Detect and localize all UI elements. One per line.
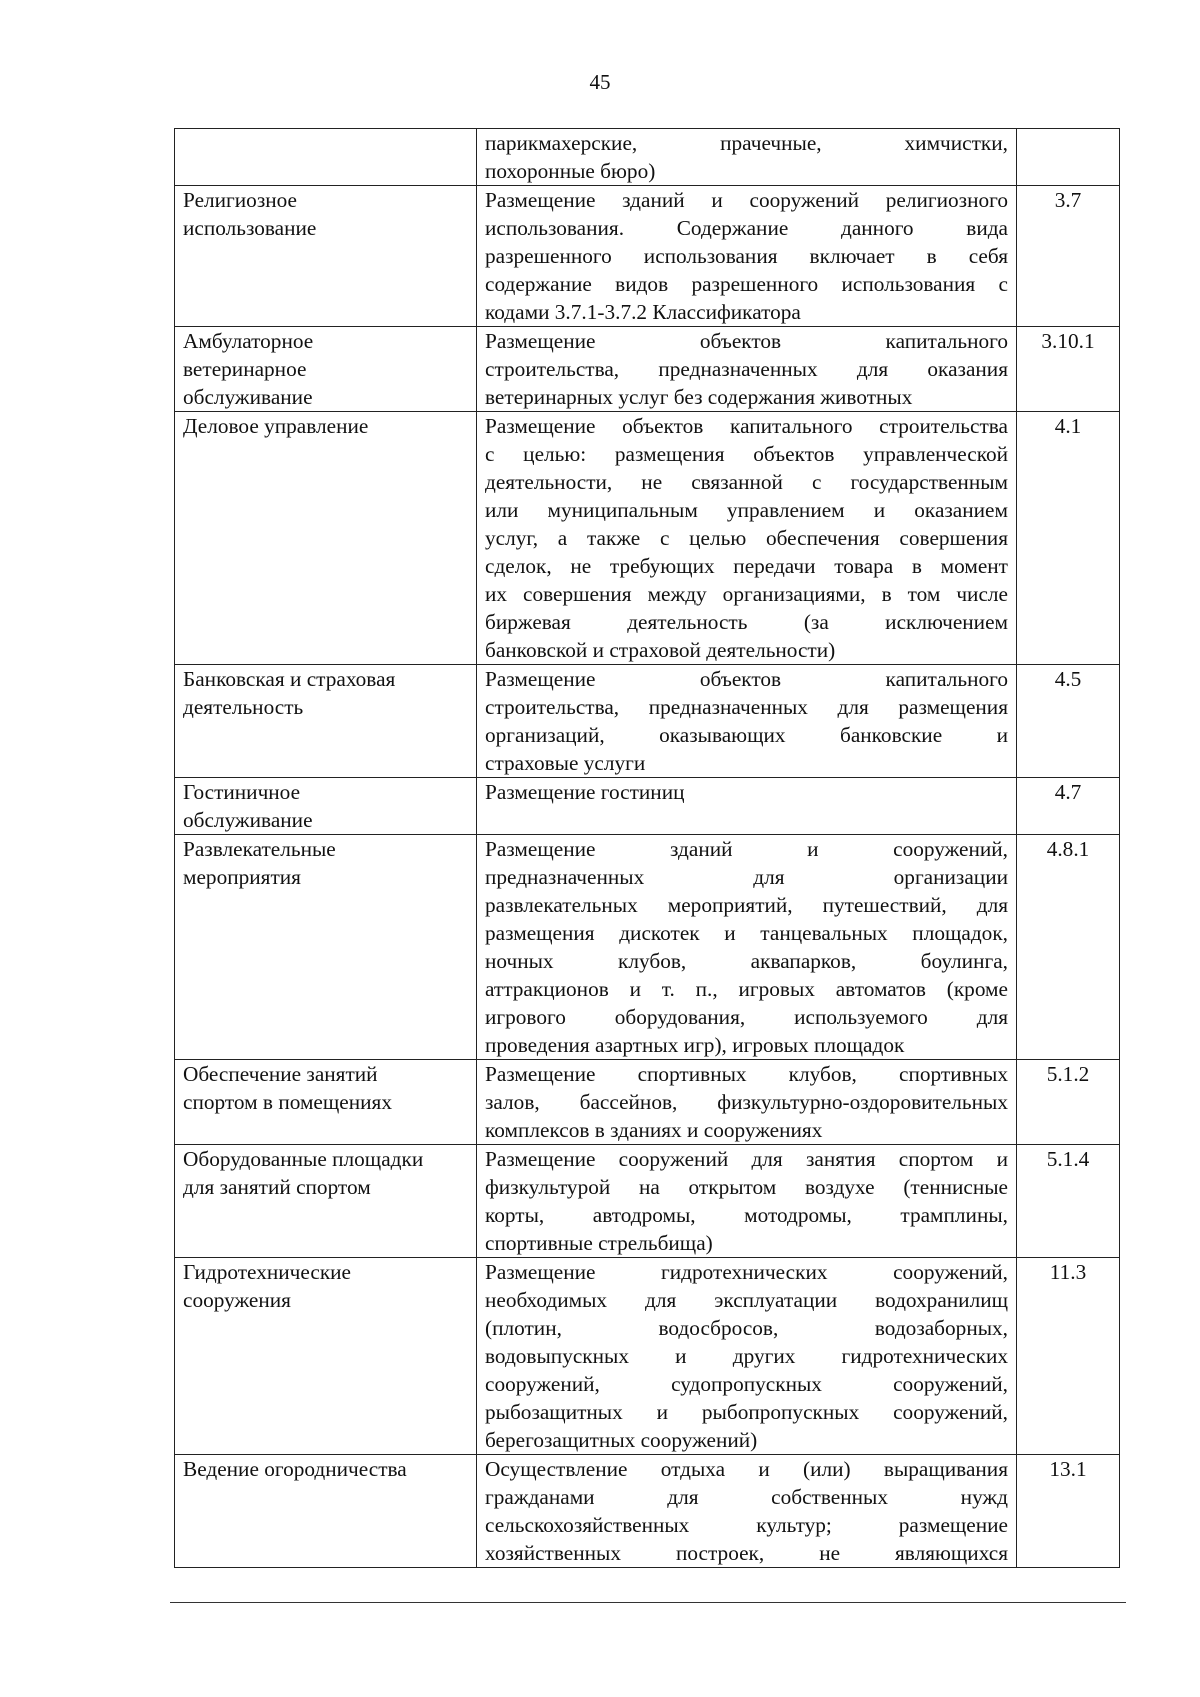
description-line: игрового оборудования, используемого для bbox=[485, 1005, 1008, 1029]
description-line: залов, бассейнов, физкультурно-оздоровительных bbox=[485, 1090, 1008, 1114]
land-use-code-cell bbox=[1017, 835, 1120, 1060]
land-use-name-cell bbox=[175, 1060, 477, 1145]
land-use-name-line: спортом в помещениях bbox=[183, 1090, 392, 1114]
land-use-name-cell bbox=[175, 1455, 477, 1568]
description-line: их совершения между организациями, в том числе bbox=[485, 582, 1008, 606]
land-use-name-line: Обеспечение занятий bbox=[183, 1062, 378, 1086]
description-line: банковской и страховой деятельности) bbox=[485, 638, 836, 662]
description-line: Размещение спортивных клубов, спортивных bbox=[485, 1062, 1008, 1086]
land-use-description-cell bbox=[477, 1455, 1017, 1568]
description-line: использования. Содержание данного вида bbox=[485, 216, 1008, 240]
description-line: содержание видов разрешенного использования с bbox=[485, 272, 1008, 296]
table-row bbox=[175, 1455, 1120, 1568]
description-line: (плотин, водосбросов, водозаборных, bbox=[485, 1316, 1008, 1340]
description-line: ветеринарных услуг без содержания животных bbox=[485, 385, 913, 409]
description-line: сооружений, судопропускных сооружений, bbox=[485, 1372, 1008, 1396]
table-row bbox=[175, 665, 1120, 778]
description-line: страховые услуги bbox=[485, 751, 646, 775]
land-use-description-cell bbox=[477, 1258, 1017, 1455]
land-use-name-line: Амбулаторное bbox=[183, 329, 314, 353]
land-use-code: 5.1.4 bbox=[1046, 1147, 1090, 1171]
land-use-code: 4.1 bbox=[1054, 414, 1082, 438]
land-use-name-line: Развлекательные bbox=[183, 837, 336, 861]
page-number: 45 bbox=[589, 70, 611, 94]
description-line: строительства, предназначенных для оказания bbox=[485, 357, 1008, 381]
land-use-description-cell bbox=[477, 665, 1017, 778]
land-use-name-cell bbox=[175, 327, 477, 412]
description-line: парикмахерские, прачечные, химчистки, bbox=[485, 131, 1008, 155]
land-use-name-line: мероприятия bbox=[183, 865, 301, 889]
land-use-code: 4.7 bbox=[1054, 780, 1082, 804]
table-row bbox=[175, 129, 1120, 186]
description-line: сельскохозяйственных культур; размещение bbox=[485, 1513, 1008, 1537]
land-use-code-cell bbox=[1017, 129, 1120, 186]
land-use-name-cell bbox=[175, 1258, 477, 1455]
land-use-name-cell bbox=[175, 412, 477, 665]
description-line: спортивные стрельбища) bbox=[485, 1231, 713, 1255]
land-use-code-cell bbox=[1017, 1060, 1120, 1145]
description-line: Размещение зданий и сооружений религиозного bbox=[485, 188, 1008, 212]
land-use-name-line: Гостиничное bbox=[183, 780, 301, 804]
land-use-code-cell bbox=[1017, 412, 1120, 665]
land-use-name-line: использование bbox=[183, 216, 317, 240]
land-use-name-line: деятельность bbox=[183, 695, 304, 719]
land-use-description-cell bbox=[477, 1145, 1017, 1258]
land-use-name-line: обслуживание bbox=[183, 808, 313, 832]
description-line: строительства, предназначенных для размещения bbox=[485, 695, 1008, 719]
description-line: с целью: размещения объектов управленческой bbox=[485, 442, 1008, 466]
table-row bbox=[175, 1258, 1120, 1455]
table-row bbox=[175, 1145, 1120, 1258]
land-use-code-cell bbox=[1017, 665, 1120, 778]
land-use-code: 3.7 bbox=[1054, 188, 1082, 212]
land-use-description-cell bbox=[477, 412, 1017, 665]
land-use-name-line: Деловое управление bbox=[183, 414, 369, 438]
description-line: аттракционов и т. п., игровых автоматов (кроме bbox=[485, 977, 1008, 1001]
description-line: сделок, не требующих передачи товара в момент bbox=[485, 554, 1008, 578]
land-use-description-cell bbox=[477, 835, 1017, 1060]
description-line: необходимых для эксплуатации водохранилищ bbox=[485, 1288, 1008, 1312]
land-use-description-cell bbox=[477, 778, 1017, 835]
land-use-name-line: обслуживание bbox=[183, 385, 313, 409]
description-line: Размещение объектов капитального bbox=[485, 667, 1008, 691]
land-use-code: 4.5 bbox=[1054, 667, 1082, 691]
land-use-code-cell bbox=[1017, 1455, 1120, 1568]
description-line: Размещение сооружений для занятия спортом и bbox=[485, 1147, 1008, 1171]
land-use-name-cell bbox=[175, 1145, 477, 1258]
description-line: Размещение объектов капитального bbox=[485, 329, 1008, 353]
land-use-name-line: для занятий спортом bbox=[183, 1175, 371, 1199]
description-line: комплексов в зданиях и сооружениях bbox=[485, 1118, 823, 1142]
description-line: похоронные бюро) bbox=[485, 159, 656, 183]
description-line: Размещение объектов капитального строительства bbox=[485, 414, 1008, 438]
description-line: Размещение гидротехнических сооружений, bbox=[485, 1260, 1008, 1284]
footer-rule bbox=[170, 1602, 1126, 1603]
land-use-table bbox=[174, 128, 1120, 1568]
table-body bbox=[175, 129, 1120, 1568]
land-use-code-cell bbox=[1017, 1258, 1120, 1455]
description-line: ночных клубов, аквапарков, боулинга, bbox=[485, 949, 1008, 973]
land-use-code: 3.10.1 bbox=[1041, 329, 1095, 353]
land-use-description-cell bbox=[477, 186, 1017, 327]
land-use-name-line: сооружения bbox=[183, 1288, 291, 1312]
description-line: хозяйственных построек, не являющихся bbox=[485, 1541, 1008, 1565]
description-line: деятельности, не связанной с государственным bbox=[485, 470, 1008, 494]
land-use-description-cell bbox=[477, 327, 1017, 412]
table-row bbox=[175, 412, 1120, 665]
land-use-name-cell bbox=[175, 186, 477, 327]
table-row bbox=[175, 1060, 1120, 1145]
description-line: Осуществление отдыха и (или) выращивания bbox=[485, 1457, 1008, 1481]
land-use-code-cell bbox=[1017, 1145, 1120, 1258]
land-use-name-line: Религиозное bbox=[183, 188, 297, 212]
description-line: развлекательных мероприятий, путешествий, для bbox=[485, 893, 1008, 917]
description-line: рыбозащитных и рыбопропускных сооружений, bbox=[485, 1400, 1008, 1424]
land-use-code: 11.3 bbox=[1049, 1260, 1087, 1284]
land-use-name-line: Ведение огородничества bbox=[183, 1457, 407, 1481]
description-line: гражданами для собственных нужд bbox=[485, 1485, 1008, 1509]
land-use-description-cell bbox=[477, 129, 1017, 186]
land-use-code-cell bbox=[1017, 778, 1120, 835]
description-line: проведения азартных игр), игровых площадок bbox=[485, 1033, 905, 1057]
land-use-code-cell bbox=[1017, 186, 1120, 327]
land-use-name-cell bbox=[175, 778, 477, 835]
description-line: Размещение гостиниц bbox=[485, 780, 685, 804]
description-line: размещения дискотек и танцевальных площадок, bbox=[485, 921, 1008, 945]
table-row bbox=[175, 186, 1120, 327]
land-use-name-cell bbox=[175, 665, 477, 778]
description-line: разрешенного использования включает в себя bbox=[485, 244, 1008, 268]
table-row bbox=[175, 327, 1120, 412]
description-line: водовыпускных и других гидротехнических bbox=[485, 1344, 1008, 1368]
land-use-name-line: ветеринарное bbox=[183, 357, 307, 381]
description-line: организаций, оказывающих банковские и bbox=[485, 723, 1008, 747]
description-line: кодами 3.7.1-3.7.2 Классификатора bbox=[485, 300, 801, 324]
land-use-code: 13.1 bbox=[1049, 1457, 1087, 1481]
land-use-name-line: Гидротехнические bbox=[183, 1260, 352, 1284]
description-line: берегозащитных сооружений) bbox=[485, 1428, 758, 1452]
land-use-code: 4.8.1 bbox=[1046, 837, 1090, 861]
description-line: корты, автодромы, мотодромы, трамплины, bbox=[485, 1203, 1008, 1227]
land-use-name-cell bbox=[175, 129, 477, 186]
description-line: биржевая деятельность (за исключением bbox=[485, 610, 1008, 634]
description-line: услуг, а также с целью обеспечения совершения bbox=[485, 526, 1008, 550]
land-use-code-cell bbox=[1017, 327, 1120, 412]
land-use-name-line: Банковская и страховая bbox=[183, 667, 396, 691]
land-use-description-cell bbox=[477, 1060, 1017, 1145]
description-line: физкультурой на открытом воздухе (теннисные bbox=[485, 1175, 1008, 1199]
description-line: Размещение зданий и сооружений, bbox=[485, 837, 1008, 861]
table-row bbox=[175, 835, 1120, 1060]
land-use-name-line: Оборудованные площадки bbox=[183, 1147, 424, 1171]
land-use-name-cell bbox=[175, 835, 477, 1060]
table-row bbox=[175, 778, 1120, 835]
description-line: или муниципальным управлением и оказанием bbox=[485, 498, 1008, 522]
description-line: предназначенных для организации bbox=[485, 865, 1008, 889]
land-use-code: 5.1.2 bbox=[1046, 1062, 1090, 1086]
